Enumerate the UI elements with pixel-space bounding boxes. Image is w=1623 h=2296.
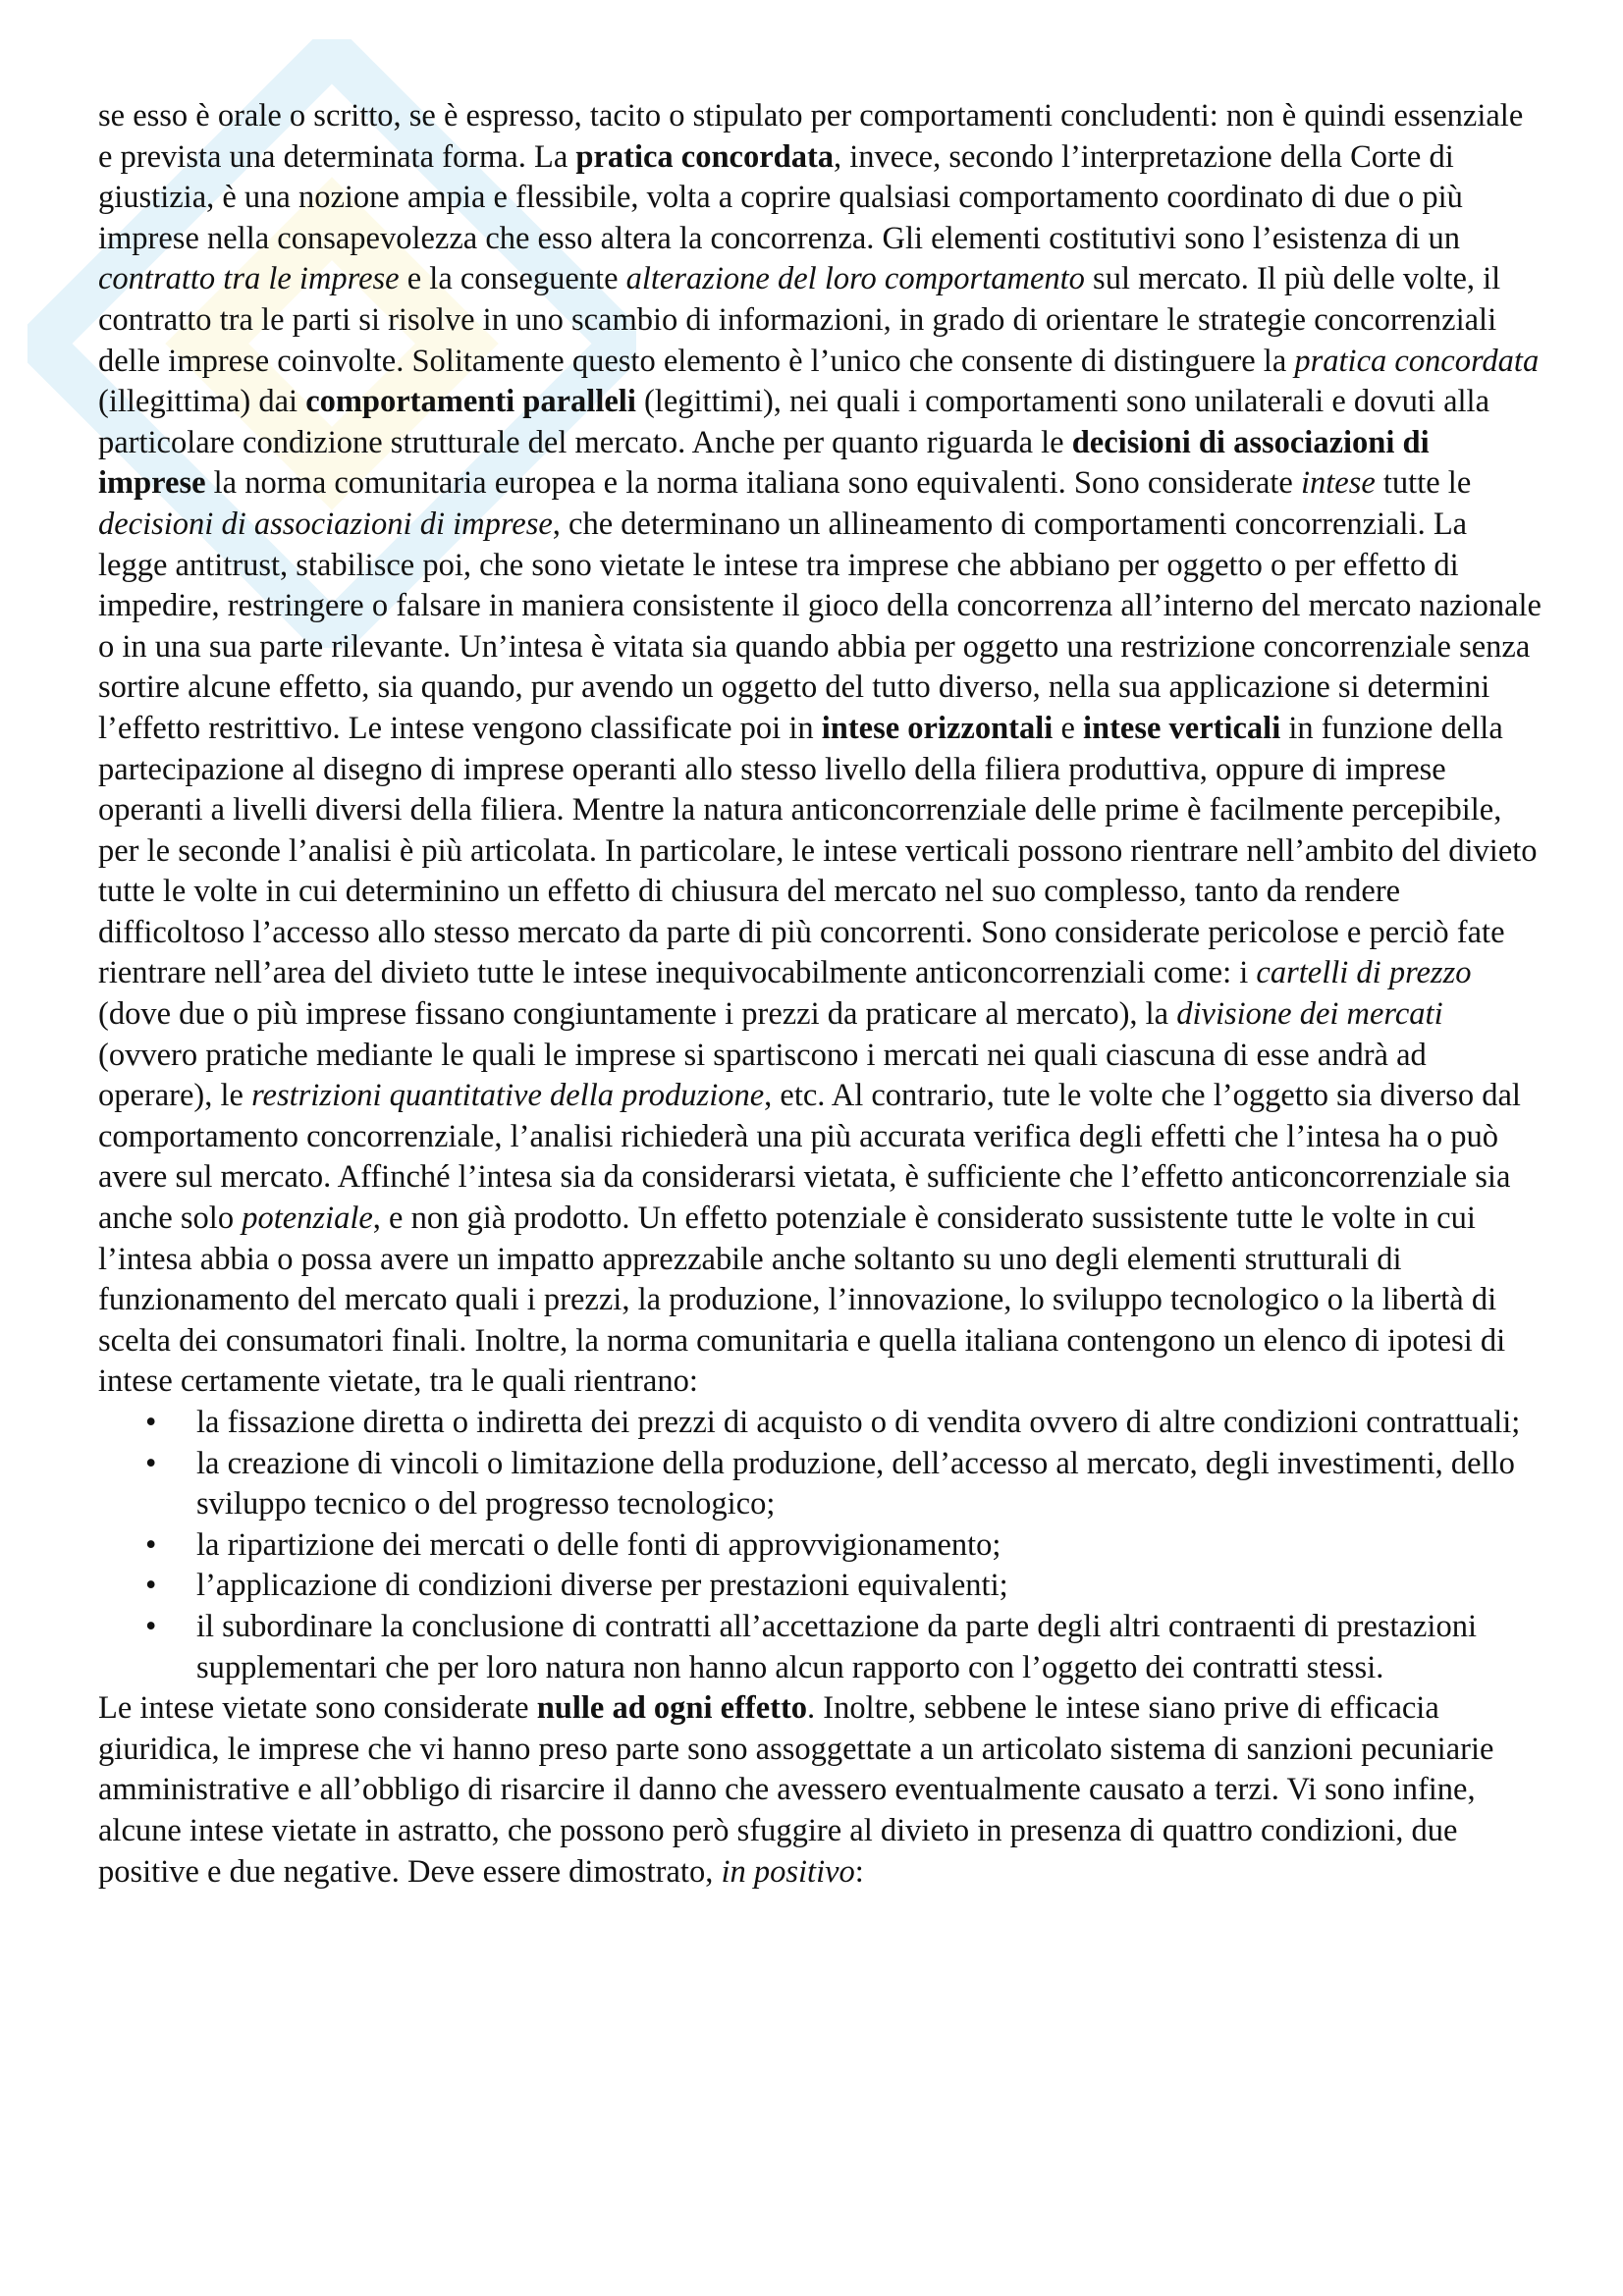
italic-term: alterazione del loro comportamento xyxy=(625,261,1085,297)
bold-term: comportamenti paralleli xyxy=(305,384,636,420)
bullet-icon: • xyxy=(145,1445,157,1481)
italic-term: contratto tra le imprese xyxy=(98,261,400,297)
text-run: in funzione della partecipazione al disegno di imprese operanti allo stesso livello della filiera produttiva, oppure di imprese operanti a livelli diversi della filiera. Mentre la natura anticoncorrenziale delle prime è facilmente percepibile, per le seconde l’analisi è più articolata. In particolare, le intese verticali possono rientrare nell’ambito del divieto tutte le volte in cui determinino un effetto di chiusura del mercato nel suo complesso, tanto da rendere difficoltoso l’accesso allo stesso mercato da parte di più concorrenti. Sono considerate pericolose e perciò fate rientrare nell’area del divieto tutte le intese inequivocabilmente anticoncorrenziali come: i xyxy=(98,710,1538,991)
italic-term: potenziale xyxy=(242,1201,373,1237)
text-run: (dove due o più imprese fissano congiuntamente i prezzi da praticare al mercato), la xyxy=(98,996,1177,1033)
bold-term: nulle ad ogni effetto xyxy=(536,1690,808,1727)
paragraph-intese-vietate xyxy=(98,1688,1542,1893)
text-run: tutte le xyxy=(1375,465,1472,502)
bold-term: pratica concordata xyxy=(575,138,835,175)
text-run: : xyxy=(854,1853,864,1890)
italic-term: restrizioni quantitative della produzione xyxy=(251,1078,765,1114)
list-item xyxy=(98,1525,1542,1567)
bold-term: intese orizzontali xyxy=(821,710,1054,746)
text-run: e xyxy=(1053,710,1083,746)
prohibited-agreements-list xyxy=(98,1403,1542,1688)
document-page xyxy=(98,96,1542,1893)
text-run: (ovvero pratiche mediante le quali le imprese si spartiscono i mercati nei quali ciascuna di esse andrà ad operare), le xyxy=(98,1037,1427,1114)
list-item-text: il subordinare la conclusione di contratti all’accettazione da parte degli altri contraenti di prestazioni supplementari che per loro natura non hanno alcun rapporto con l’oggetto dei contratti stessi. xyxy=(196,1608,1477,1685)
italic-term: cartelli di prezzo xyxy=(1256,955,1472,991)
text-run: , invece, secondo l’interpretazione della Corte di giustizia, è una nozione ampia e flessibile, volta a coprire qualsiasi comportamento coordinato di due o più imprese nella consapevolezza che esso altera la concorrenza. Gli elementi costitutivi sono l’esistenza di un xyxy=(98,138,1463,256)
bold-term: intese verticali xyxy=(1083,710,1281,746)
list-item-text: la creazione di vincoli o limitazione della produzione, dell’accesso al mercato, degli investimenti, dello sviluppo tecnico o del progresso tecnologico; xyxy=(196,1445,1515,1522)
text-run: se esso è orale o scritto, se è espresso, tacito o stipulato per comportamenti concludenti: non è quindi essenziale e prevista una determinata forma. La xyxy=(98,98,1524,175)
list-item xyxy=(98,1607,1542,1688)
text-run: sul mercato. Il più delle volte, il contratto tra le parti si risolve in uno scambio di informazioni, in grado di orientare le strategie concorrenziali delle imprese coinvolte. Solitamente questo elemento è l’unico che consente di distinguere la xyxy=(98,261,1501,379)
text-run: . Inoltre, sebbene le intese siano prive di efficacia giuridica, le imprese che vi hanno preso parte sono assoggettate a un articolato sistema di sanzioni pecuniarie amministrative e all’obbligo di risarcire il danno che avessero eventualmente causato a terzi. Vi sono infine, alcune intese vietate in astratto, che possono però sfuggire al divieto in presenza di quattro condizioni, due positive e due negative. Deve essere dimostrato, xyxy=(98,1690,1494,1890)
italic-term: intese xyxy=(1300,465,1376,502)
list-item xyxy=(98,1566,1542,1607)
italic-term: divisione dei mercati xyxy=(1176,996,1443,1033)
text-run: , che determinano un allineamento di comportamenti concorrenziali. La legge antitrust, stabilisce poi, che sono vietate le intese tra imprese che abbiano per oggetto o per effetto di impedire, restringere o falsare in maniera consistente il gioco della concorrenza all’interno del mercato nazionale o in una sua parte rilevante. Un’intesa è vitata sia quando abbia per oggetto una restrizione concorrenziale senza sortire alcune effetto, sia quando, pur avendo un oggetto del tutto diverso, nella sua applicazione si determini l’effetto restrittivo. Le intese vengono classificate poi in xyxy=(98,506,1542,746)
italic-term: pratica concordata xyxy=(1294,343,1540,379)
bullet-icon: • xyxy=(145,1405,157,1440)
text-run: , etc. Al contrario, tute le volte che l’oggetto sia diverso dal comportamento concorrenziale, l’analisi richiederà una più accurata verifica degli effetti che l’intesa ha o può avere sul mercato. Affinché l’intesa sia da considerarsi vietata, è sufficiente che l’effetto anticoncorrenziale sia anche solo xyxy=(98,1078,1521,1237)
list-item xyxy=(98,1444,1542,1525)
text-run: Le intese vietate sono considerate xyxy=(98,1690,537,1727)
list-item-text: la ripartizione dei mercati o delle fonti di approvvigionamento; xyxy=(196,1526,1001,1563)
list-item xyxy=(98,1403,1542,1444)
text-run: e la conseguente xyxy=(399,261,626,297)
text-run: (legittimi), nei quali i comportamenti sono unilaterali e dovuti alla particolare condizione strutturale del mercato. Anche per quanto riguarda le xyxy=(98,384,1490,460)
bullet-icon: • xyxy=(145,1568,157,1604)
bullet-icon: • xyxy=(145,1608,157,1644)
bold-term: decisioni di associazioni di imprese xyxy=(98,424,1430,502)
text-run: la norma comunitaria europea e la norma italiana sono equivalenti. Sono considerate xyxy=(205,465,1301,502)
text-run: (illegittima) dai xyxy=(98,384,306,420)
bullet-icon: • xyxy=(145,1526,157,1563)
italic-term: in positivo xyxy=(721,1853,855,1890)
paragraph-pratica-concordata xyxy=(98,96,1542,1403)
text-run: , e non già prodotto. Un effetto potenziale è considerato sussistente tutte le volte in cui l’intesa abbia o possa avere un impatto apprezzabile anche soltanto su uno degli elementi strutturali di funzionamento del mercato quali i prezzi, la produzione, l’innovazione, lo sviluppo tecnologico o la libertà di scelta dei consumatori finali. Inoltre, la norma comunitaria e quella italiana contengono un elenco di ipotesi di intese certamente vietate, tra le quali rientrano: xyxy=(98,1201,1506,1400)
list-item-text: l’applicazione di condizioni diverse per prestazioni equivalenti; xyxy=(196,1568,1008,1604)
list-item-text: la fissazione diretta o indiretta dei prezzi di acquisto o di vendita ovvero di altre condizioni contrattuali; xyxy=(196,1405,1521,1440)
italic-term: decisioni di associazioni di imprese xyxy=(98,506,553,542)
